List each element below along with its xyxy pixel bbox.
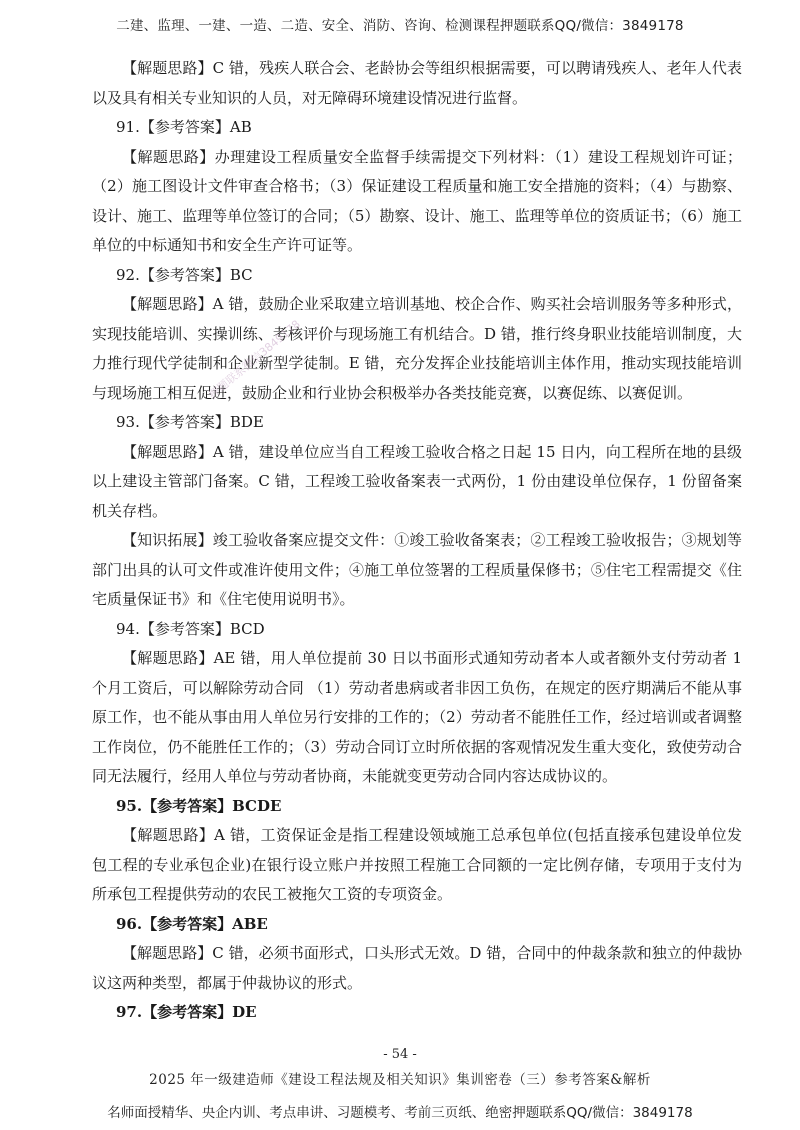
answer-line: 92.【参考答案】BC <box>116 265 253 284</box>
header-banner: 二建、监理、一建、一造、二造、安全、消防、咨询、检测课程押题联系QQ/微信：3849178 <box>116 18 684 34</box>
answer-line: 95.【参考答案】BCDE <box>116 796 282 815</box>
knowledge-extension: 【知识拓展】竣工验收备案应提交文件：①竣工验收备案表；②工程竣工验收报告；③规划等部门出具的认可文件或准许使用文件；④施工单位签署的工程质量保修书；⑤住宅工程需提交《住宅质量保证书》和《住宅使用说明书》。 <box>92 531 742 608</box>
paragraph: 【解题思路】A 错，鼓励企业采取建立培训基地、校企合作、购买社会培训服务等多种形式，实现技能培训、实操训练、考核评价与现场施工有机结合。D 错，推行终身职业技能培训制度，大力推行现代学徒制和企业新型学徒制。E 错，充分发挥企业技能培训主体作用，推动实现技能培训与现场施工相互促进，鼓励企业和行业协会积极举办各类技能竞赛，以赛促练、以赛促训。 <box>92 295 742 402</box>
answer-line: 94.【参考答案】BCD <box>116 619 265 638</box>
answer-line: 93.【参考答案】BDE <box>116 413 264 431</box>
paragraph: 【解题思路】A 错，工资保证金是指工程建设领域施工总承包单位(包括直接承包建设单位发包工程的专业承包企业)在银行设立账户并按照工程施工合同额的一定比例存储，专项用于支付为所承包工程提供劳动的农民工被拖欠工资的专项资金。 <box>92 826 742 903</box>
paragraph: 【解题思路】AE 错，用人单位提前 30 日以书面形式通知劳动者本人或者额外支付劳动者 1 个月工资后，可以解除劳动合同 （1）劳动者患病或者非因工负伤，在规定的医疗期满后不能从事原工作，也不能从事由用人单位另行安排的工作的；（2）劳动者不能胜任工作，经过培训或者调整工作岗位，仍不能胜任工作的；（3）劳动合同订立时所依据的客观情况发生重大变化，致使劳动合同无法履行，经用人单位与劳动者协商，未能就变更劳动合同内容达成协议的。 <box>92 649 742 785</box>
footer-banner: 名师面授精华、央企内训、考点串讲、习题模考、考前三页纸、绝密押题联系QQ/微信：3849178 <box>107 1105 693 1121</box>
paragraph: 【解题思路】A 错，建设单位应当自工程竣工验收合格之日起 15 日内，向工程所在地的县级以上建设主管部门备案。C 错，工程竣工验收备案表一式两份，1 份由建设单位保存，1 份留备案机关存档。 <box>92 442 742 520</box>
paragraph: 【解题思路】C 错，必须书面形式，口头形式无效。D 错，合同中的仲裁条款和独立的仲裁协议这两种类型，都属于仲裁协议的形式。 <box>92 944 742 992</box>
watermark: 押题联系微信3849178 <box>206 317 303 402</box>
footer-title: 2025 年一级建造师《建设工程法规及相关知识》集训密卷（三）参考答案&解析 <box>149 1072 651 1088</box>
answer-content <box>92 54 742 1028</box>
page-number: - 54 - <box>383 1047 417 1062</box>
answer-line: 91.【参考答案】AB <box>116 118 252 136</box>
answer-line: 96.【参考答案】ABE <box>116 914 268 933</box>
paragraph: 【解题思路】C 错，残疾人联合会、老龄协会等组织根据需要，可以聘请残疾人、老年人代表以及具有相关专业知识的人员，对无障碍环境建设情况进行监督。 <box>92 59 742 107</box>
paragraph: 【解题思路】办理建设工程质量安全监督手续需提交下列材料：（1）建设工程规划许可证；（2）施工图设计文件审查合格书；（3）保证建设工程质量和施工安全措施的资料；（4）与勘察、设计、施工、监理等单位签订的合同；（5）勘察、设计、施工、监理等单位的资质证书；（6）施工单位的中标通知书和安全生产许可证等。 <box>92 147 742 254</box>
answer-line: 97.【参考答案】DE <box>116 1003 257 1021</box>
